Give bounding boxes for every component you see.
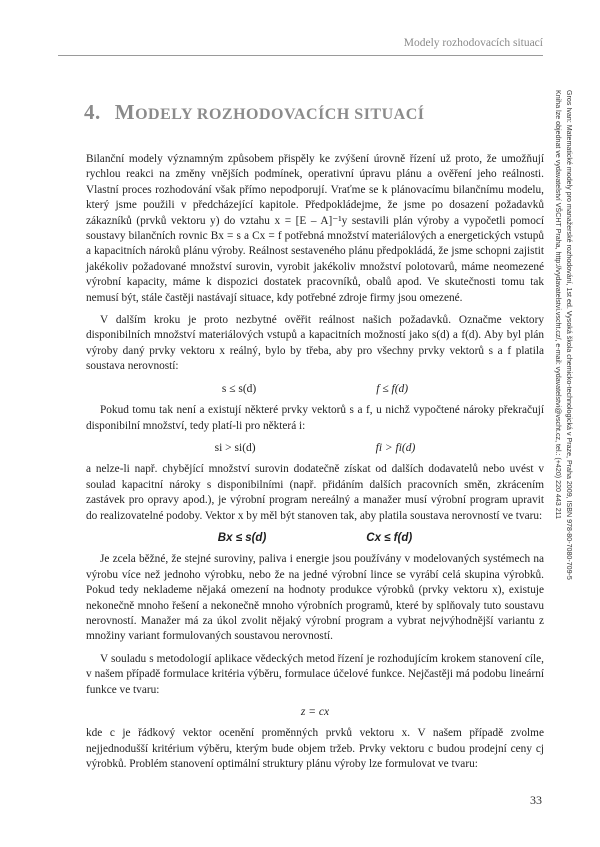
formula-objective bbox=[86, 705, 544, 720]
paragraph-4: a nelze-li např. chybějící množství surovin dodatečně získat od dalších dodavatelů nebo uvést v soulad kapacitní nároky s disponibilními (např. přidáním dalších pracovních směn, zkrácením zastávek pro opravy apod.), je výrobní program nereálný a manažer musí výrobní program upravit do realizovatelné podoby. Vektor x by měl být stanoven tak, aby platila soustava nerovností ve tvaru: bbox=[86, 463, 544, 522]
formula-inequalities-1 bbox=[86, 382, 544, 397]
chapter-title-initial: M bbox=[114, 100, 136, 124]
formula-f-le-fd: f ≤ f(d) bbox=[376, 382, 409, 395]
body-text bbox=[86, 152, 544, 780]
side-note bbox=[552, 90, 574, 580]
chapter-title-rest: ODELY ROZHODOVACÍCH SITUACÍ bbox=[135, 106, 425, 123]
formula-bx-le-sd: Bx ≤ s(d) bbox=[217, 531, 267, 544]
formula-s-le-sd: s ≤ s(d) bbox=[221, 382, 257, 395]
side-note-line-2: Kniha lze objednat ve vydavatelství VŠCHT Praha, http://vydavatelstvi.vscht.cz/, e-mail: vydavatelstvi@vscht.cz, tel.: (+420) 220 443 211 bbox=[554, 90, 562, 520]
side-note-line-1: Gros Ivan: Matematické modely pro manažerské rozhodování, 1st ed. Vysoká škola chemicko-technologická v Praze, Praha 2009, ISBN 978-80-7080-709-5 bbox=[565, 90, 573, 580]
page-number: 33 bbox=[530, 793, 542, 807]
header-rule bbox=[58, 55, 543, 56]
formula-cx-le-fd: Cx ≤ f(d) bbox=[366, 531, 413, 544]
paragraph-5: Je zcela běžné, že stejné suroviny, paliva i energie jsou používány v modelovaných systémech na výrobu více než jednoho výrobku, nebo že na jedné výrobní lince se vyrábí celá skupina výrobků. Pokud tedy neklademe nějaká omezení na hodnoty produkce výrobků (prvky vektoru x), existuje nekonečně mnoho řešení a nekonečně mnoho výrobních programů, které by splňovaly tuto soustavu nerovností. Manažer má za úkol zvolit nějaký výrobní program a vybrat nejvýhodnější variantu z množiny variant formulovaných soustavou nerovností. bbox=[86, 553, 544, 643]
chapter-heading bbox=[84, 100, 425, 125]
paragraph-1: Bilanční modely významným způsobem přispěly ke zvýšení úrovně řízení už proto, že umožňují rychlou reakci na změny vnějších podmínek, operativní úpravu plánu a ověření jeho reálnosti. Vlastní proces rozhodování však přímo nepodporují. Vraťme se k plánovacímu bilančnímu modelu, který jsme použili v předcházející kapitole. Předpokládejme, že jsme po dosazení požadavků zákazníků (prvků vektoru y) do vztahu x = [E – A]⁻¹y sestavili plán výroby a vypočetli pomocí soustavy bilančních rovnic Bx = s a Cx = f potřebná množství materiálových a energetických vstupů a kapacitních nároků plánu výroby. Reálnost sestaveného plánu předpokládá, že jsme schopni zajistit jakékoliv požadované množství surovin, vyrobit jakékoliv množství polotovarů, máme neomezené výrobní kapacity, máme k dispozici dostatek pracovníků, obalů apod. Ve skutečnosti tomu tak nemusí být, stále častěji nastávají situace, kdy potřebné zdroje firmy jsou omezené. bbox=[86, 153, 544, 304]
formula-fi-gt-fid: fi > fi(d) bbox=[375, 441, 416, 454]
paragraph-3: Pokud tomu tak není a existují některé prvky vektorů s a f, u nichž vypočtené nároky překračují disponibilní množství, tedy platí-li pro některá i: bbox=[86, 404, 544, 432]
formula-inequalities-3 bbox=[86, 531, 544, 546]
paragraph-6: V souladu s metodologií aplikace vědeckých metod řízení je rozhodujícím krokem stanovení cíle, v našem případě formulace kritéria výběru, formulace účelové funkce. Nejčastěji má podobu lineární funkce ve tvaru: bbox=[86, 652, 544, 696]
running-head: Modely rozhodovacích situací bbox=[403, 37, 543, 49]
paragraph-7: kde c je řádkový vektor ocenění proměnných prvků vektoru x. V našem případě zvolme nejjednodušší kritérium výběru, kterým bude objem tržeb. Prvky vektoru c budou prodejní ceny cj výrobků. Problém stanovení optimální struktury plánu výroby lze formulovat ve tvaru: bbox=[86, 727, 544, 771]
chapter-number: 4. bbox=[84, 100, 101, 124]
formula-si-gt-sid: si > si(d) bbox=[214, 441, 256, 454]
paragraph-2: V dalším kroku je proto nezbytné ověřit reálnost našich požadavků. Označme vektory disponibilních množství materiálových vstupů a kapacitních možností jako s(d) a f(d). Aby byl plán výroby daný prvky vektoru x reálný, bylo by třeba, aby pro všechny prvky vektorů s a f platila soustava nerovností: bbox=[86, 314, 544, 373]
formula-z-eq-cx: z = cx bbox=[300, 706, 330, 718]
formula-inequalities-2 bbox=[86, 441, 544, 456]
